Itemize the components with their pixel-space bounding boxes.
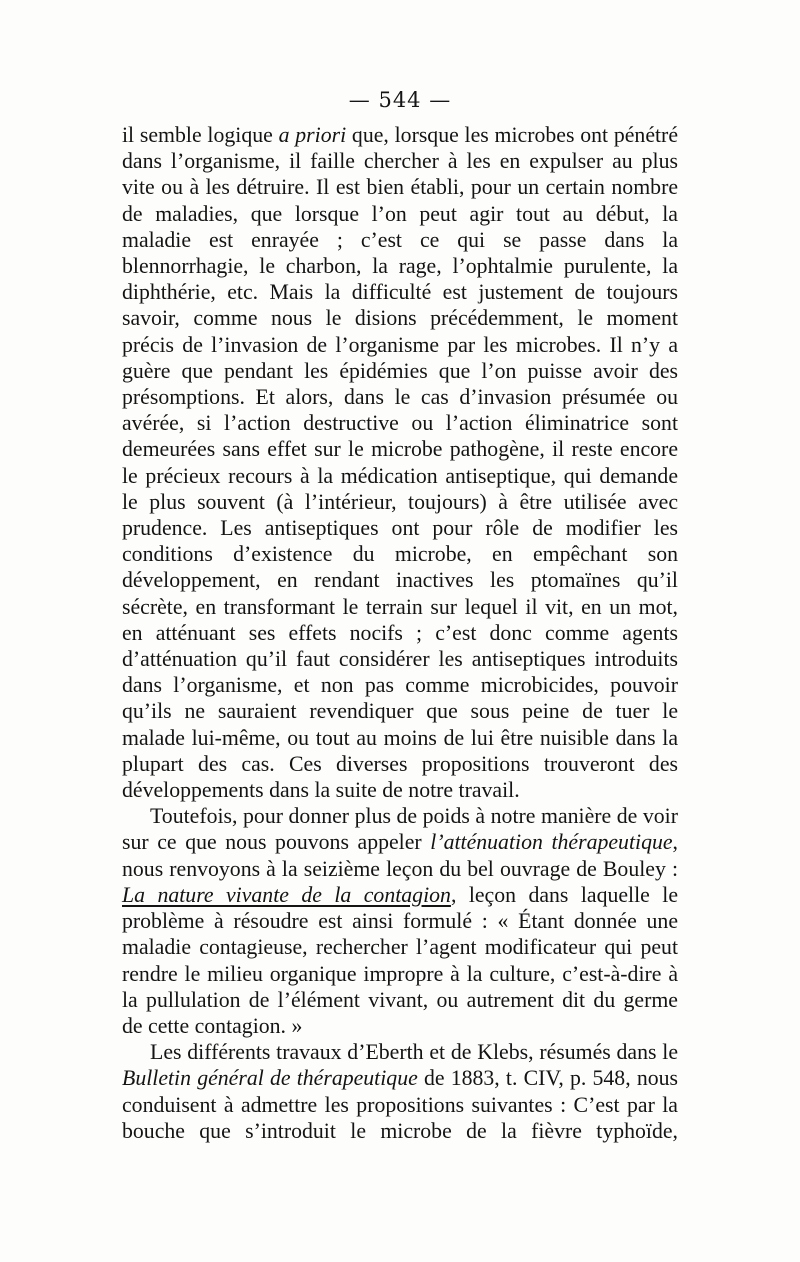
text-segment: Toutefois, pour donner plus de poids à notre manière de voir sur ce que nous pouvons appeler (122, 804, 678, 855)
book-title: La nature vivante de la contagion (122, 882, 451, 907)
body-text (122, 122, 678, 1144)
italic-text: a priori (278, 123, 347, 147)
journal-title: Bulletin général de thérapeutique (122, 1066, 418, 1091)
paragraph-2 (122, 803, 678, 1039)
text-segment: , nous renvoyons à la seizième leçon du bel ouvrage de Bouley : (122, 830, 678, 881)
text-segment: il semble logique (122, 123, 279, 147)
text-segment: de 1883, t. CIV, p. 548, nous conduisent à admettre les propositions suivantes : C’est par la bouche que s’introduit le microbe de la fièvre typhoïde, (122, 1066, 679, 1143)
page-number: — 544 — (348, 88, 452, 112)
paragraph-1 (122, 122, 678, 803)
text-segment: que, lorsque les microbes ont pénétré dans l’organisme, il faille chercher à les en expulser au plus vite ou à les détruire. Il est bien établi, pour un certain nombre de maladies, que lorsque l’on peut agir tout au début, la maladie est enrayée ; c’est ce qui se passe dans la blennorrhagie, le charbon, la rage, l’ophtalmie purulente, la diphthérie, etc. Mais la difficulté est justement de toujours savoir, comme nous le disions précédemment, le moment précis de l’invasion de l’organisme par les microbes. Il n’y a guère que pendant les épidémies que l’on puisse avoir des présomptions. Et alors, dans le cas d’invasion présumée ou avérée, si l’action destructive ou l’action éliminatrice sont demeurées sans effet sur le microbe pathogène, il reste encore le précieux recours à la médication antiseptique, qui demande le plus souvent (à l’intérieur, toujours) à être utilisée avec prudence. Les antiseptiques ont pour rôle de modifier les conditions d’existence du microbe, en empêchant son développement, en rendant inactives les ptomaïnes qu’il sécrète, en transformant le terrain sur lequel il vit, en un mot, en atténuant ses effets nocifs ; c’est donc comme agents d’atténuation qu’il faut considérer les antiseptiques introduits dans l’organisme, et non pas comme microbicides, pouvoir qu’ils ne sauraient revendiquer que sous peine de tuer le malade lui-même, ou tout au moins de lui être nuisible dans la plupart des cas. Ces diverses propositions trouveront des développements dans la suite de notre travail. (122, 123, 678, 803)
text-segment: , leçon dans laquelle le problème à résoudre est ainsi formulé : « Étant donnée une maladie contagieuse, rechercher l’agent modificateur qui peut rendre le milieu organique impropre à la culture, c’est-à-dire à la pullulation de l’élément vivant, ou autrement dit du germe de cette contagion. » (122, 882, 678, 1038)
paragraph-3 (122, 1039, 678, 1144)
text-segment: Les différents travaux d’Eberth et de Klebs, résumés dans le (150, 1040, 678, 1065)
italic-text: l’atténuation thérapeutique (430, 830, 673, 855)
